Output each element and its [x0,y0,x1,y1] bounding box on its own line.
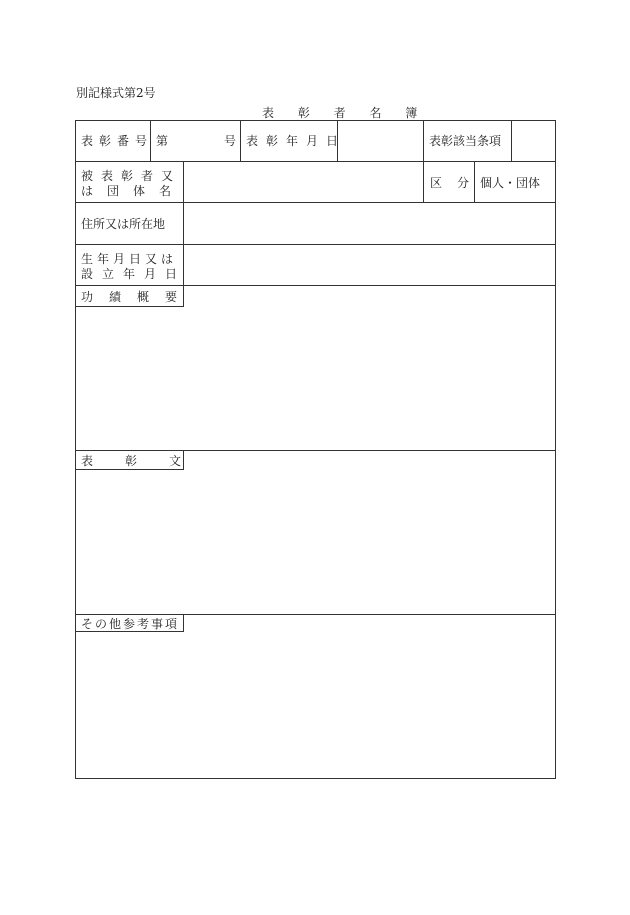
award-number-label: 表彰番号 [81,134,154,148]
rule-section2-bottom [75,614,556,615]
awardee-label-line1: 被表彰者又 [81,169,182,183]
category-label-b: 分 [457,176,470,190]
category-value: 個人・団体 [480,176,541,190]
award-number-dai: 第 [156,134,169,148]
rule-r1-v5 [511,120,512,162]
rule-row3-bottom [75,244,556,245]
rule-r2-v3 [474,161,475,203]
rule-r1-v4 [423,120,424,162]
award-date-field[interactable] [341,126,419,156]
rule-row2-bottom [75,202,556,203]
rule-top [75,120,556,121]
rule-s3-label-bottom [75,631,184,632]
rule-s3-label-right [183,614,184,632]
award-number-go: 号 [224,134,237,148]
rule-r3-v1 [183,202,184,244]
rule-row4-bottom [75,285,556,286]
category-label-a: 区 [430,176,443,190]
rule-bottom [75,778,556,779]
citation-field[interactable] [80,474,550,610]
birth-label-line2: 設立年月日 [81,267,187,281]
clause-label: 表彰該当条項 [429,134,502,148]
birth-field[interactable] [188,249,550,281]
rule-s1-label-bottom [75,306,184,307]
achievements-label: 功績概要 [81,290,194,304]
clause-field[interactable] [515,126,551,156]
address-label: 住所又は所在地 [81,217,166,231]
rule-r2-v2 [423,161,424,203]
rule-s2-label-bottom [75,469,184,470]
awardee-field[interactable] [188,166,418,198]
rule-section1-bottom [75,450,556,451]
awardee-label-line2-text: は団体名 [81,184,186,198]
award-number-field[interactable] [170,128,220,154]
other-field[interactable] [80,636,550,774]
award-date-label: 表彰年月日 [246,134,347,148]
birth-label-line1: 生年月日又は [81,252,178,266]
address-field[interactable] [188,208,550,240]
rule-row1-bottom [75,161,556,162]
citation-label: 表彰文 [81,454,214,468]
other-label: その他参考事項 [81,617,180,631]
awardee-label-line2 [81,184,186,198]
achievements-field[interactable] [80,312,550,446]
form-title: 表 彰 者 名 簿 [262,106,428,120]
form-number: 別記様式第2号 [76,86,156,100]
rule-r1-v2 [240,120,241,162]
